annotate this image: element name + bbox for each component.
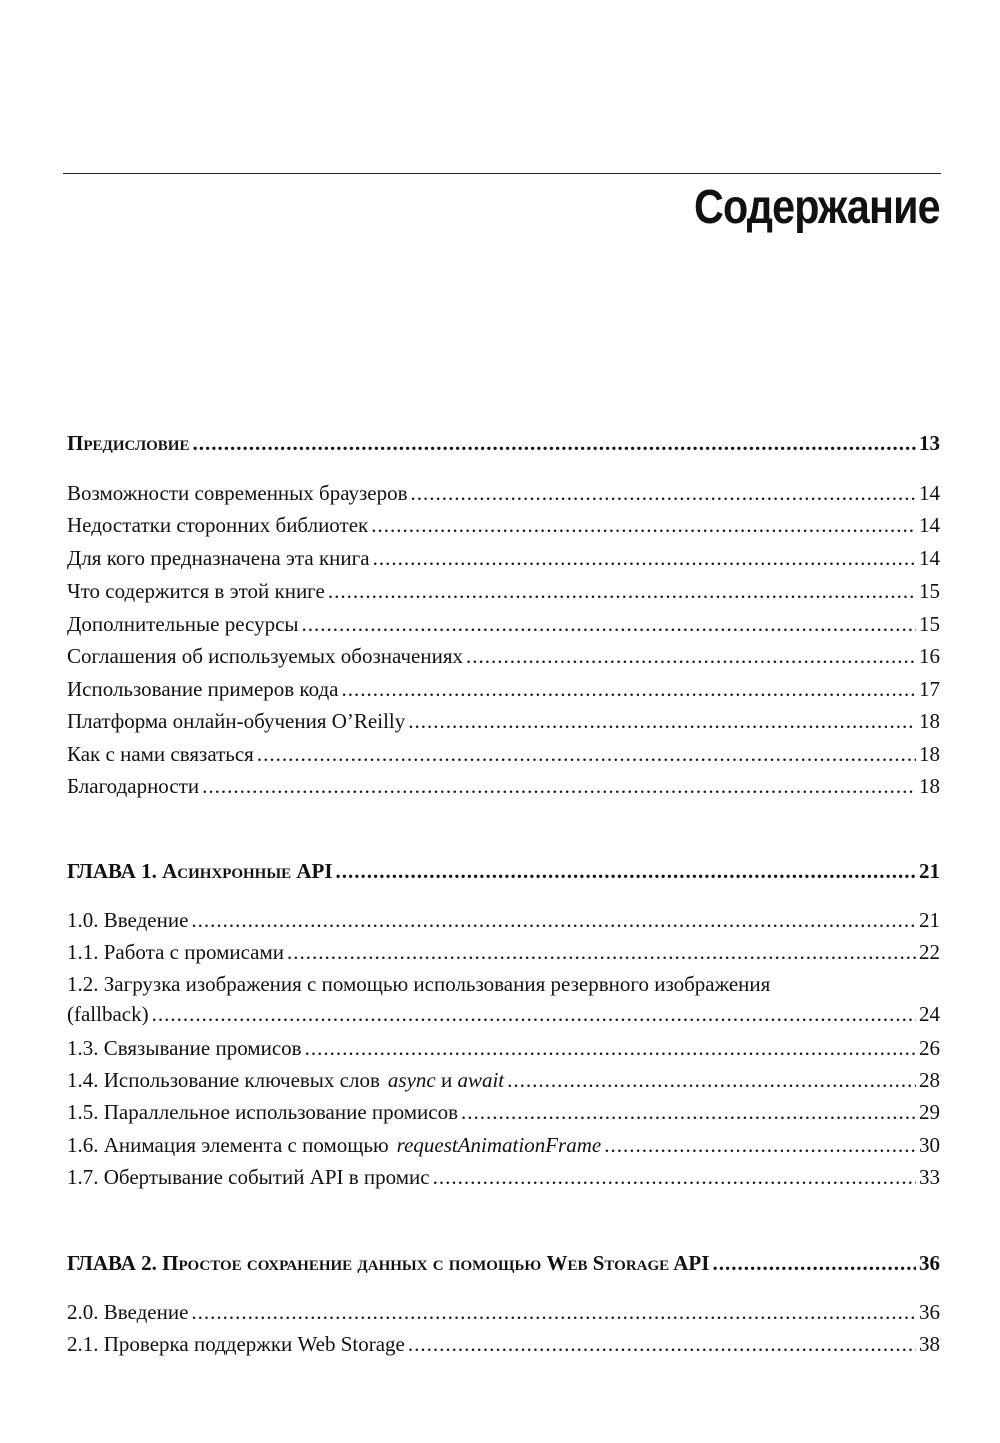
dot-leader [191,905,916,935]
toc-page-number: 14 [919,481,940,505]
toc-entry[interactable] [67,937,940,967]
toc-entry[interactable] [67,1130,940,1160]
dot-leader [712,1248,916,1278]
toc-entry[interactable] [67,771,940,801]
toc-page-number: 26 [919,1036,940,1060]
toc-entry-title: 1.1. Работа с промисами [67,940,285,964]
toc-chapter-preface[interactable] [67,428,940,458]
toc-page-number: 21 [919,859,940,883]
toc-page-number: 36 [919,1300,940,1324]
code-term: await [457,1068,505,1092]
toc-entry-title: 1.0. Введение [67,908,189,932]
toc-entry[interactable] [67,905,940,935]
toc-page-number: 15 [919,579,940,603]
toc-page-number: 24 [919,1002,940,1026]
toc-entry-title: 1.3. Связывание промисов [67,1036,302,1060]
dot-leader [411,478,916,508]
toc-entry-title: 1.7. Обертывание событий API в промис [67,1165,430,1189]
dot-leader [371,510,916,540]
toc-entry-title: ГЛАВА 1. Асинхронные API [67,859,333,883]
toc-entry-title: Использование примеров кода [67,677,339,701]
toc-entry[interactable] [67,543,940,573]
toc-page-number: 33 [919,1165,940,1189]
dot-leader [328,576,916,606]
toc-page-number: 14 [919,546,940,570]
toc-page-number: 21 [919,908,940,932]
toc-page-number: 18 [919,774,940,798]
dot-leader [408,706,916,736]
dot-leader [461,1097,916,1127]
toc-page-number: 13 [919,431,940,455]
code-term: requestAnimationFrame [396,1133,602,1157]
toc-page-number: 17 [919,677,940,701]
dot-leader [507,1065,916,1095]
toc-page-number: 18 [919,742,940,766]
toc-entry-title: Соглашения об используемых обозначениях [67,644,464,668]
dot-leader [257,739,916,769]
dot-leader [152,999,916,1029]
toc-page-number: 29 [919,1100,940,1124]
toc-chapter-2[interactable] [67,1248,940,1278]
dot-leader [341,674,916,704]
toc-entry-title: 1.5. Параллельное использование промисов [67,1100,459,1124]
toc-page-number: 36 [919,1251,940,1275]
toc-chapter-1[interactable] [67,856,940,886]
toc-page-number: 28 [919,1068,940,1092]
dot-leader [604,1130,916,1160]
toc-page-number: 16 [919,644,940,668]
dot-leader [302,609,916,639]
toc-entry-title [67,1065,504,1095]
toc-entry[interactable] [67,1162,940,1192]
toc-entry[interactable] [67,609,940,639]
toc-entry-title: 2.1. Проверка поддержки Web Storage [67,1332,405,1356]
toc-page-number: 38 [919,1332,940,1356]
dot-leader [305,1033,916,1063]
toc-entry-text: 1.4. Использование ключевых слов [67,1068,380,1092]
page-title: Содержание [694,181,940,234]
toc-entry[interactable] [67,999,940,1029]
dot-leader [373,543,916,573]
toc-entry-title: Дополнительные ресурсы [67,612,299,636]
toc-entry[interactable] [67,1329,940,1359]
toc-page-number: 14 [919,513,940,537]
toc-entry-title: Недостатки сторонних библиотек [67,513,369,537]
toc-entry[interactable] [67,510,940,540]
toc-entry-title: Для кого предназначена эта книга [67,546,370,570]
toc-entry-title: Предисловие [67,431,190,455]
dot-leader [202,771,916,801]
toc-entry[interactable] [67,706,940,736]
dot-leader [433,1162,916,1192]
toc-entry-text: 1.6. Анимация элемента с помощью [67,1133,389,1157]
toc-page-number: 18 [919,709,940,733]
top-rule [63,173,941,174]
toc-entry-text: и [440,1068,453,1092]
toc-entry-title: 2.0. Введение [67,1300,189,1324]
dot-leader [191,1297,916,1327]
toc-entry[interactable] [67,1033,940,1063]
dot-leader [192,428,916,458]
toc-entry-title: Как с нами связаться [67,742,254,766]
dot-leader [287,937,916,967]
toc-entry[interactable] [67,739,940,769]
toc-entry[interactable] [67,641,940,671]
toc-entry-title: ГЛАВА 2. Простое сохранение данных с помощью Web Storage API [67,1251,710,1275]
toc-page-number: 22 [919,940,940,964]
toc-entry[interactable] [67,1097,940,1127]
toc-page-number: 30 [919,1133,940,1157]
code-term: async [387,1068,436,1092]
dot-leader [408,1329,916,1359]
toc-entry[interactable] [67,1065,940,1095]
toc-entry-title: Благодарности [67,774,200,798]
toc-entry-title: Возможности современных браузеров [67,481,408,505]
toc-entry-title-line1[interactable]: 1.2. Загрузка изображения с помощью использования резервного изображения [67,972,771,996]
dot-leader [336,856,917,886]
toc-entry[interactable] [67,478,940,508]
toc-entry[interactable] [67,674,940,704]
toc-entry[interactable] [67,576,940,606]
toc-entry-title: Что содержится в этой книге [67,579,325,603]
toc-page-number: 15 [919,612,940,636]
toc-entry-title-line2: (fallback) [67,1002,149,1026]
toc-entry-title: Платформа онлайн-обучения O’Reilly [67,709,406,733]
toc-entry-title [67,1130,601,1160]
toc-entry[interactable] [67,1297,940,1327]
dot-leader [466,641,916,671]
